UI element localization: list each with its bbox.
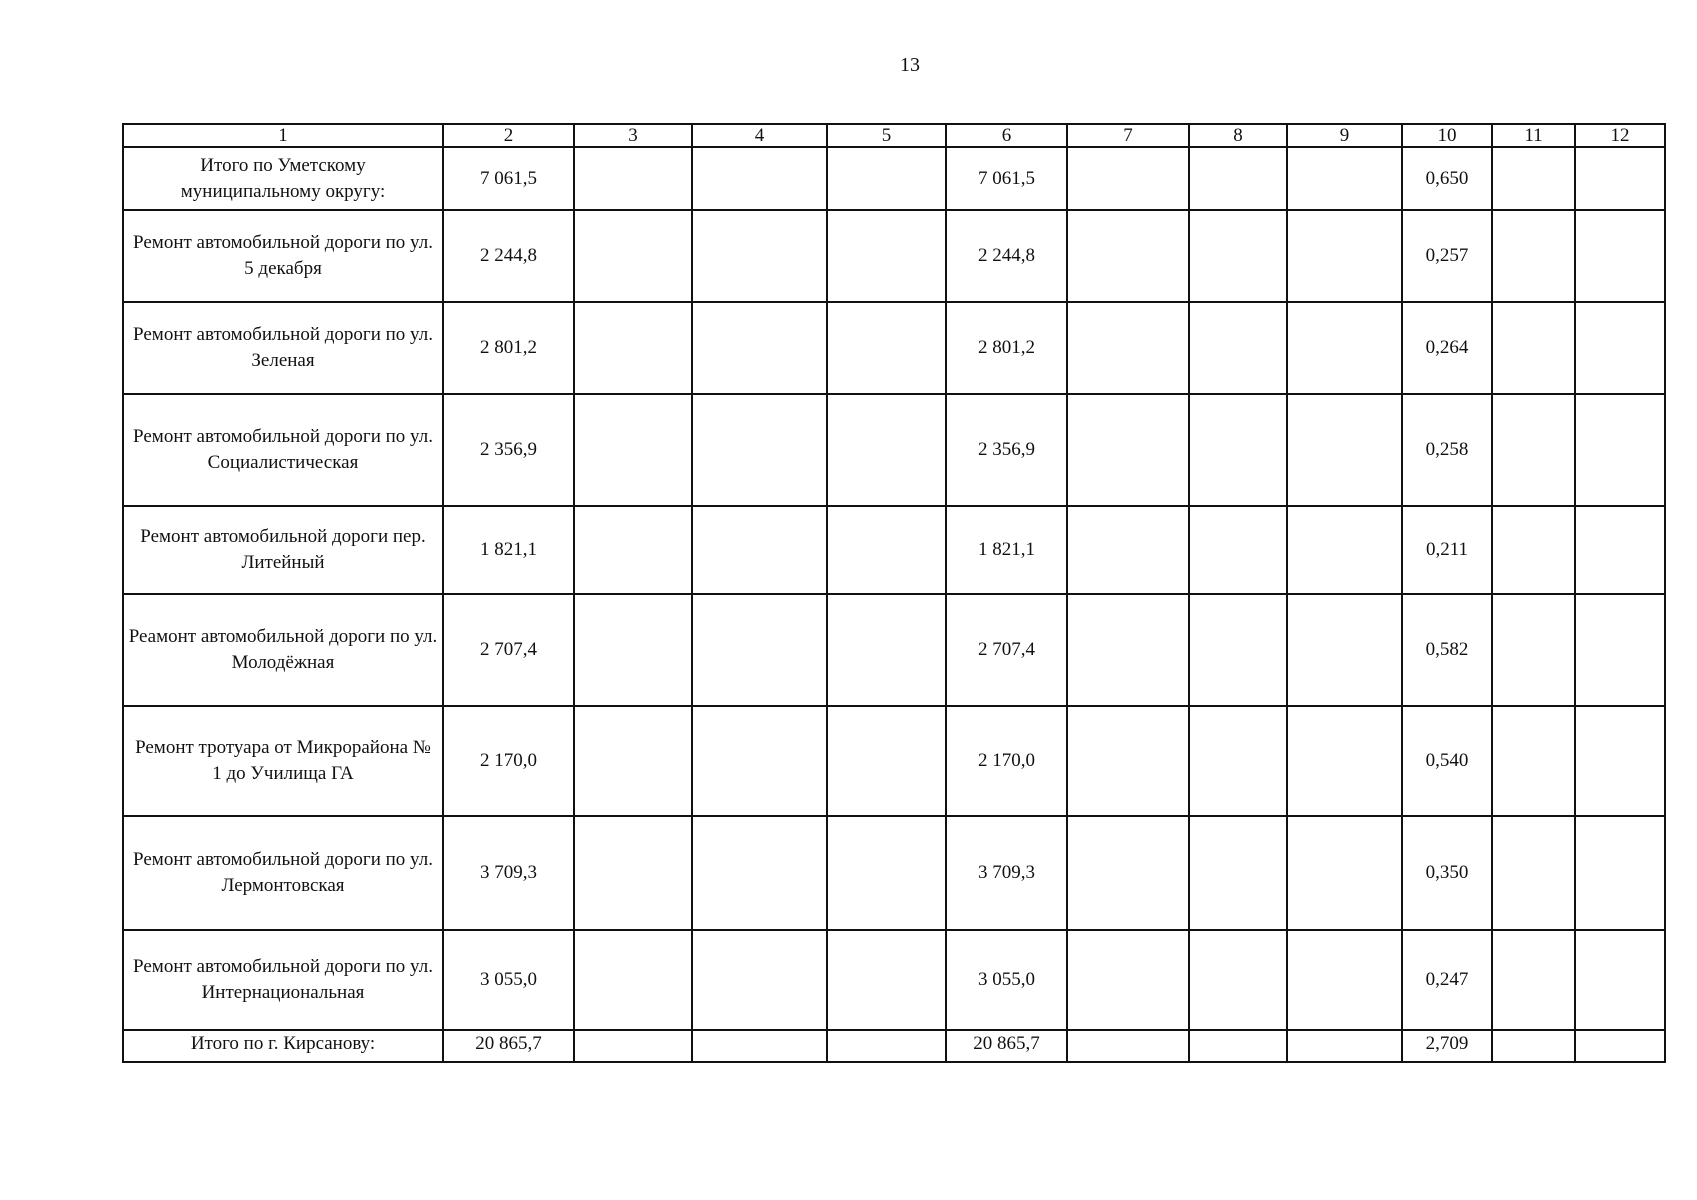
cell-col6: 3 709,3 xyxy=(946,816,1067,930)
cell-empty xyxy=(574,147,692,210)
cell-empty xyxy=(827,506,946,594)
cell-empty xyxy=(1575,506,1665,594)
header-cell: 8 xyxy=(1189,124,1287,147)
cell-empty xyxy=(1492,1030,1575,1062)
cell-empty xyxy=(692,930,827,1030)
cell-empty xyxy=(1067,147,1189,210)
header-cell: 3 xyxy=(574,124,692,147)
cell-empty xyxy=(1189,210,1287,302)
cell-empty xyxy=(827,930,946,1030)
header-cell: 9 xyxy=(1287,124,1402,147)
cell-col6: 7 061,5 xyxy=(946,147,1067,210)
cell-col10: 0,264 xyxy=(1402,302,1492,394)
header-cell: 5 xyxy=(827,124,946,147)
table-row xyxy=(123,394,1665,506)
cell-empty xyxy=(1067,302,1189,394)
cell-empty xyxy=(1287,930,1402,1030)
cell-col2: 2 356,9 xyxy=(443,394,574,506)
cell-empty xyxy=(692,1030,827,1062)
cell-col10: 0,350 xyxy=(1402,816,1492,930)
cell-empty xyxy=(1287,594,1402,706)
cell-empty xyxy=(1189,147,1287,210)
cell-col2: 3 055,0 xyxy=(443,930,574,1030)
cell-empty xyxy=(1067,394,1189,506)
cell-empty xyxy=(827,1030,946,1062)
cell-empty xyxy=(574,816,692,930)
cell-empty xyxy=(1287,1030,1402,1062)
cell-empty xyxy=(692,210,827,302)
cell-empty xyxy=(1189,302,1287,394)
cell-empty xyxy=(1575,594,1665,706)
cell-empty xyxy=(1189,706,1287,816)
cell-empty xyxy=(1287,210,1402,302)
cell-empty xyxy=(692,594,827,706)
header-cell: 10 xyxy=(1402,124,1492,147)
cell-empty xyxy=(1575,1030,1665,1062)
cell-col10: 2,709 xyxy=(1402,1030,1492,1062)
cell-empty xyxy=(827,210,946,302)
cell-empty xyxy=(827,394,946,506)
row-name: Реамонт автомобильной дороги по ул. Молодёжная xyxy=(123,594,443,706)
cell-empty xyxy=(692,816,827,930)
header-cell: 6 xyxy=(946,124,1067,147)
cell-empty xyxy=(692,506,827,594)
cell-empty xyxy=(1287,706,1402,816)
cell-empty xyxy=(1492,506,1575,594)
cell-empty xyxy=(1492,594,1575,706)
cell-empty xyxy=(1067,506,1189,594)
cell-empty xyxy=(1575,210,1665,302)
cell-empty xyxy=(1067,594,1189,706)
header-cell: 1 xyxy=(123,124,443,147)
cell-col2: 2 801,2 xyxy=(443,302,574,394)
cell-empty xyxy=(1067,210,1189,302)
cell-empty xyxy=(1492,302,1575,394)
cell-empty xyxy=(1067,930,1189,1030)
cell-col6: 3 055,0 xyxy=(946,930,1067,1030)
cell-col2: 2 244,8 xyxy=(443,210,574,302)
cell-empty xyxy=(1287,394,1402,506)
cell-col10: 0,258 xyxy=(1402,394,1492,506)
header-cell: 12 xyxy=(1575,124,1665,147)
cell-col6: 2 801,2 xyxy=(946,302,1067,394)
cell-empty xyxy=(827,147,946,210)
cell-col2: 1 821,1 xyxy=(443,506,574,594)
cell-col10: 0,650 xyxy=(1402,147,1492,210)
cell-col6: 2 170,0 xyxy=(946,706,1067,816)
cell-empty xyxy=(827,706,946,816)
cell-empty xyxy=(574,930,692,1030)
row-name: Ремонт тротуара от Микрорайона № 1 до Училища ГА xyxy=(123,706,443,816)
header-cell: 11 xyxy=(1492,124,1575,147)
cell-col10: 0,582 xyxy=(1402,594,1492,706)
cell-col10: 0,540 xyxy=(1402,706,1492,816)
table-row xyxy=(123,210,1665,302)
cell-empty xyxy=(1492,816,1575,930)
cell-empty xyxy=(574,594,692,706)
cell-empty xyxy=(692,706,827,816)
cell-empty xyxy=(1067,706,1189,816)
data-table xyxy=(122,123,1666,1063)
cell-empty xyxy=(1575,394,1665,506)
table-row xyxy=(123,594,1665,706)
header-row xyxy=(123,124,1665,147)
cell-empty xyxy=(574,210,692,302)
header-cell: 2 xyxy=(443,124,574,147)
row-name: Ремонт автомобильной дороги по ул. Социалистическая xyxy=(123,394,443,506)
cell-empty xyxy=(1575,147,1665,210)
header-cell: 4 xyxy=(692,124,827,147)
cell-col6: 2 244,8 xyxy=(946,210,1067,302)
row-name: Ремонт автомобильной дороги по ул. 5 декабря xyxy=(123,210,443,302)
cell-col10: 0,247 xyxy=(1402,930,1492,1030)
cell-col6: 1 821,1 xyxy=(946,506,1067,594)
cell-empty xyxy=(574,706,692,816)
cell-empty xyxy=(1492,930,1575,1030)
cell-empty xyxy=(827,816,946,930)
cell-empty xyxy=(692,394,827,506)
table-row xyxy=(123,816,1665,930)
cell-empty xyxy=(1189,594,1287,706)
cell-empty xyxy=(1575,302,1665,394)
cell-empty xyxy=(1189,930,1287,1030)
cell-empty xyxy=(827,302,946,394)
cell-col6: 2 707,4 xyxy=(946,594,1067,706)
cell-empty xyxy=(574,1030,692,1062)
cell-empty xyxy=(1492,394,1575,506)
cell-empty xyxy=(574,394,692,506)
cell-empty xyxy=(1189,1030,1287,1062)
cell-empty xyxy=(1189,506,1287,594)
table-row xyxy=(123,302,1665,394)
cell-empty xyxy=(1287,302,1402,394)
row-name: Ремонт автомобильной дороги пер. Литейный xyxy=(123,506,443,594)
cell-col2: 7 061,5 xyxy=(443,147,574,210)
cell-col6: 20 865,7 xyxy=(946,1030,1067,1062)
cell-empty xyxy=(1492,147,1575,210)
table-row-total-umet xyxy=(123,147,1665,210)
cell-empty xyxy=(1492,706,1575,816)
cell-empty xyxy=(1189,816,1287,930)
cell-col10: 0,257 xyxy=(1402,210,1492,302)
cell-col2: 2 170,0 xyxy=(443,706,574,816)
table-row-total-kirsanov xyxy=(123,1030,1665,1062)
row-name: Итого по Уметскому муниципальному округу: xyxy=(123,147,443,210)
row-name: Ремонт автомобильной дороги по ул. Зеленая xyxy=(123,302,443,394)
cell-col6: 2 356,9 xyxy=(946,394,1067,506)
cell-empty xyxy=(1575,706,1665,816)
cell-empty xyxy=(574,302,692,394)
page-number: 13 xyxy=(900,54,920,76)
table-row xyxy=(123,706,1665,816)
cell-empty xyxy=(692,147,827,210)
row-name: Итого по г. Кирсанову: xyxy=(123,1030,443,1062)
cell-empty xyxy=(827,594,946,706)
row-name: Ремонт автомобильной дороги по ул. Интернациональная xyxy=(123,930,443,1030)
table-row xyxy=(123,930,1665,1030)
cell-empty xyxy=(574,506,692,594)
cell-empty xyxy=(1287,147,1402,210)
cell-col10: 0,211 xyxy=(1402,506,1492,594)
cell-col2: 2 707,4 xyxy=(443,594,574,706)
cell-empty xyxy=(1287,506,1402,594)
cell-empty xyxy=(1067,1030,1189,1062)
header-cell: 7 xyxy=(1067,124,1189,147)
cell-col2: 3 709,3 xyxy=(443,816,574,930)
cell-empty xyxy=(1492,210,1575,302)
cell-empty xyxy=(1189,394,1287,506)
cell-empty xyxy=(1575,930,1665,1030)
cell-empty xyxy=(1287,816,1402,930)
cell-empty xyxy=(1067,816,1189,930)
cell-col2: 20 865,7 xyxy=(443,1030,574,1062)
table-row xyxy=(123,506,1665,594)
cell-empty xyxy=(692,302,827,394)
row-name: Ремонт автомобильной дороги по ул. Лермонтовская xyxy=(123,816,443,930)
cell-empty xyxy=(1575,816,1665,930)
